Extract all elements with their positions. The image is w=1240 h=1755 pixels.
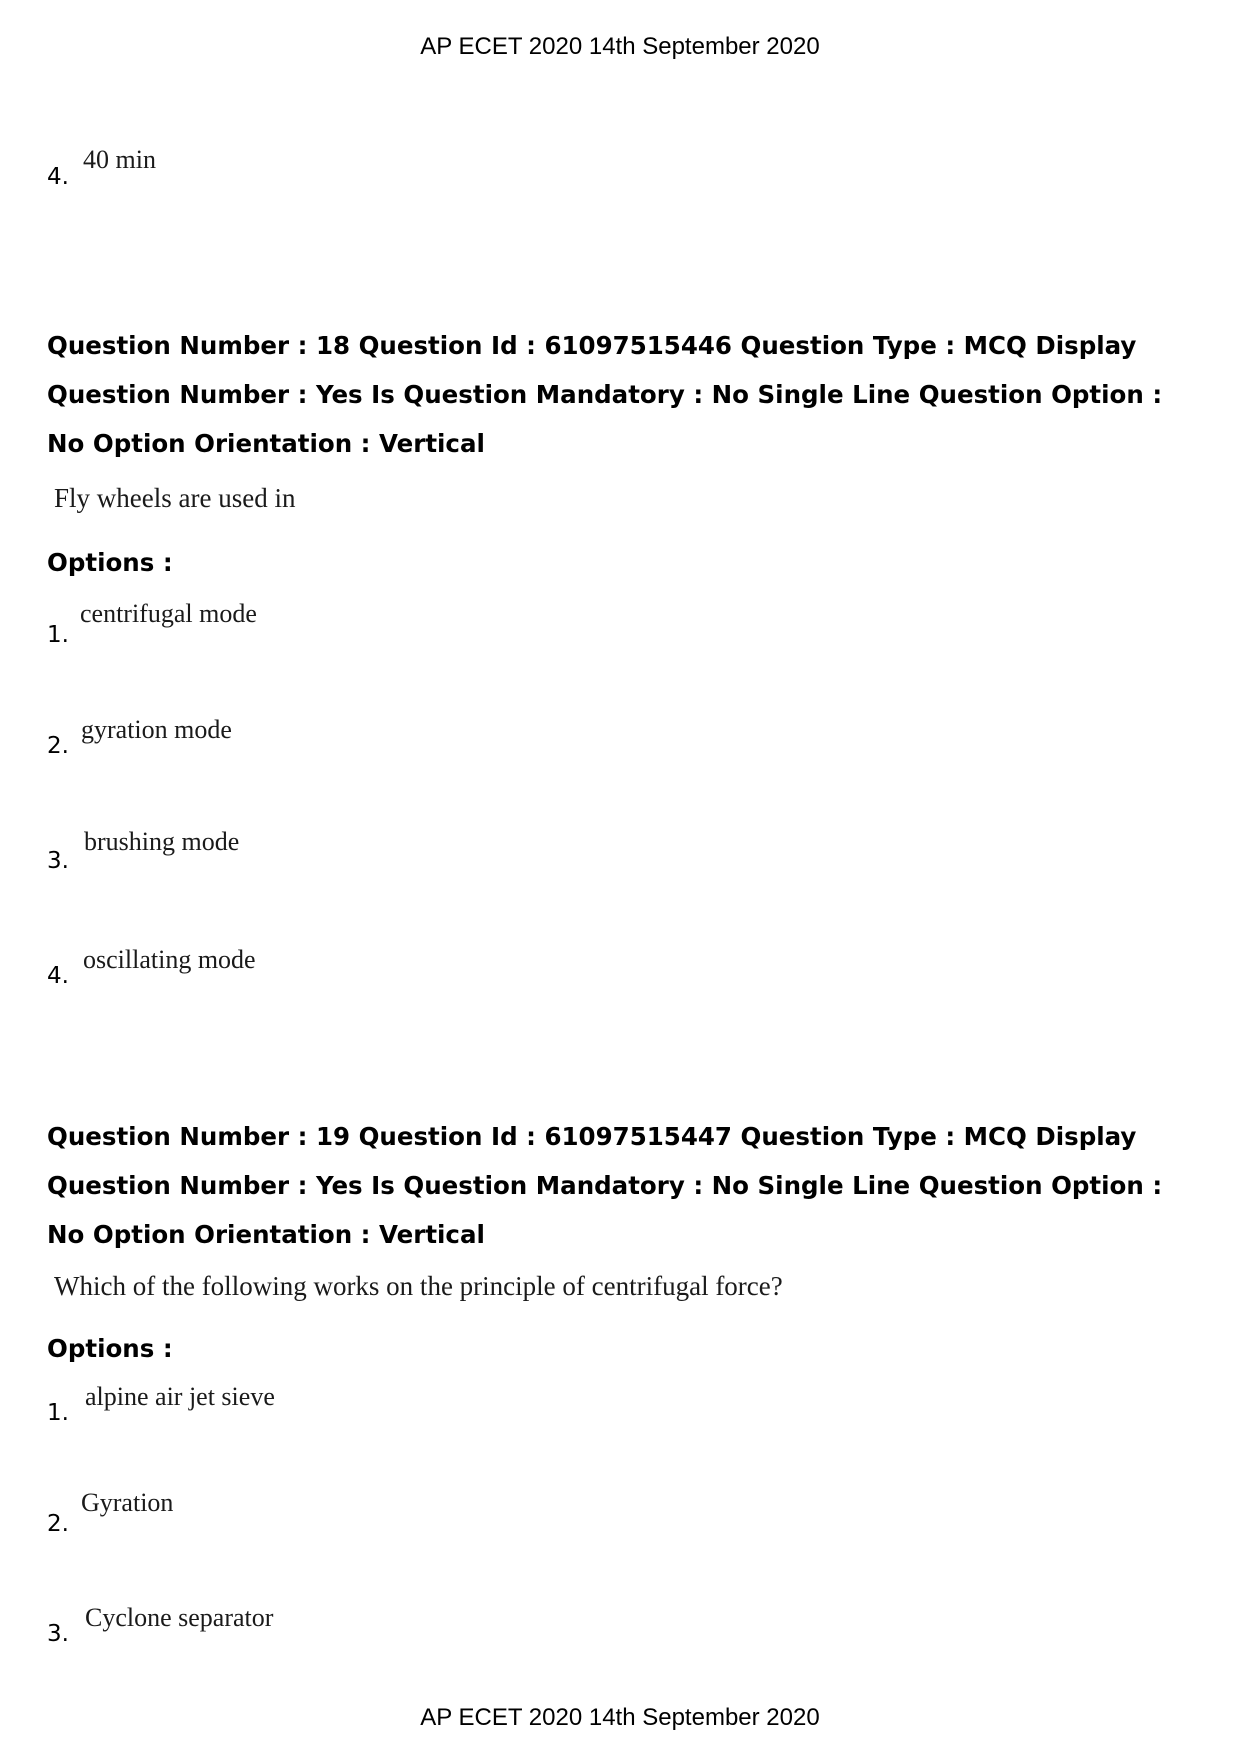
option-item (47, 713, 947, 773)
option-text: Gyration (81, 1488, 174, 1517)
option-text: 40 min (83, 145, 156, 174)
option-number: 4. (47, 963, 69, 989)
option-number: 3. (47, 848, 69, 874)
option-item (47, 943, 947, 1003)
option-text: alpine air jet sieve (85, 1382, 275, 1411)
page-footer: AP ECET 2020 14th September 2020 (420, 1704, 820, 1731)
option-number: 1. (47, 622, 69, 648)
option-item (47, 143, 947, 203)
option-item (47, 1380, 947, 1440)
question-text: Which of the following works on the principle of centrifugal force? (54, 1271, 783, 1301)
option-text: Cyclone separator (85, 1603, 274, 1632)
question-metadata: Question Number : 18 Question Id : 61097515446 Question Type : MCQ Display Question Number : Yes Is Question Mandatory : No Single Line Question Option : No Option Orientation : Vertical (47, 331, 1163, 458)
option-number: 2. (47, 733, 69, 759)
page-header: AP ECET 2020 14th September 2020 (420, 33, 820, 60)
option-item (47, 598, 947, 658)
options-label: Options : (47, 548, 173, 577)
option-text: centrifugal mode (80, 599, 257, 628)
option-item (47, 1601, 947, 1661)
option-number: 2. (47, 1511, 69, 1537)
option-text: brushing mode (84, 827, 240, 856)
option-text: gyration mode (81, 715, 232, 744)
option-text: oscillating mode (83, 945, 256, 974)
options-label: Options : (47, 1334, 173, 1363)
option-number: 4. (47, 164, 69, 190)
question-metadata: Question Number : 19 Question Id : 61097515447 Question Type : MCQ Display Question Number : Yes Is Question Mandatory : No Single Line Question Option : No Option Orientation : Vertical (47, 1122, 1163, 1249)
option-item (47, 827, 947, 887)
option-number: 1. (47, 1400, 69, 1426)
option-item (47, 1487, 947, 1547)
question-text: Fly wheels are used in (54, 483, 296, 513)
option-number: 3. (47, 1621, 69, 1647)
